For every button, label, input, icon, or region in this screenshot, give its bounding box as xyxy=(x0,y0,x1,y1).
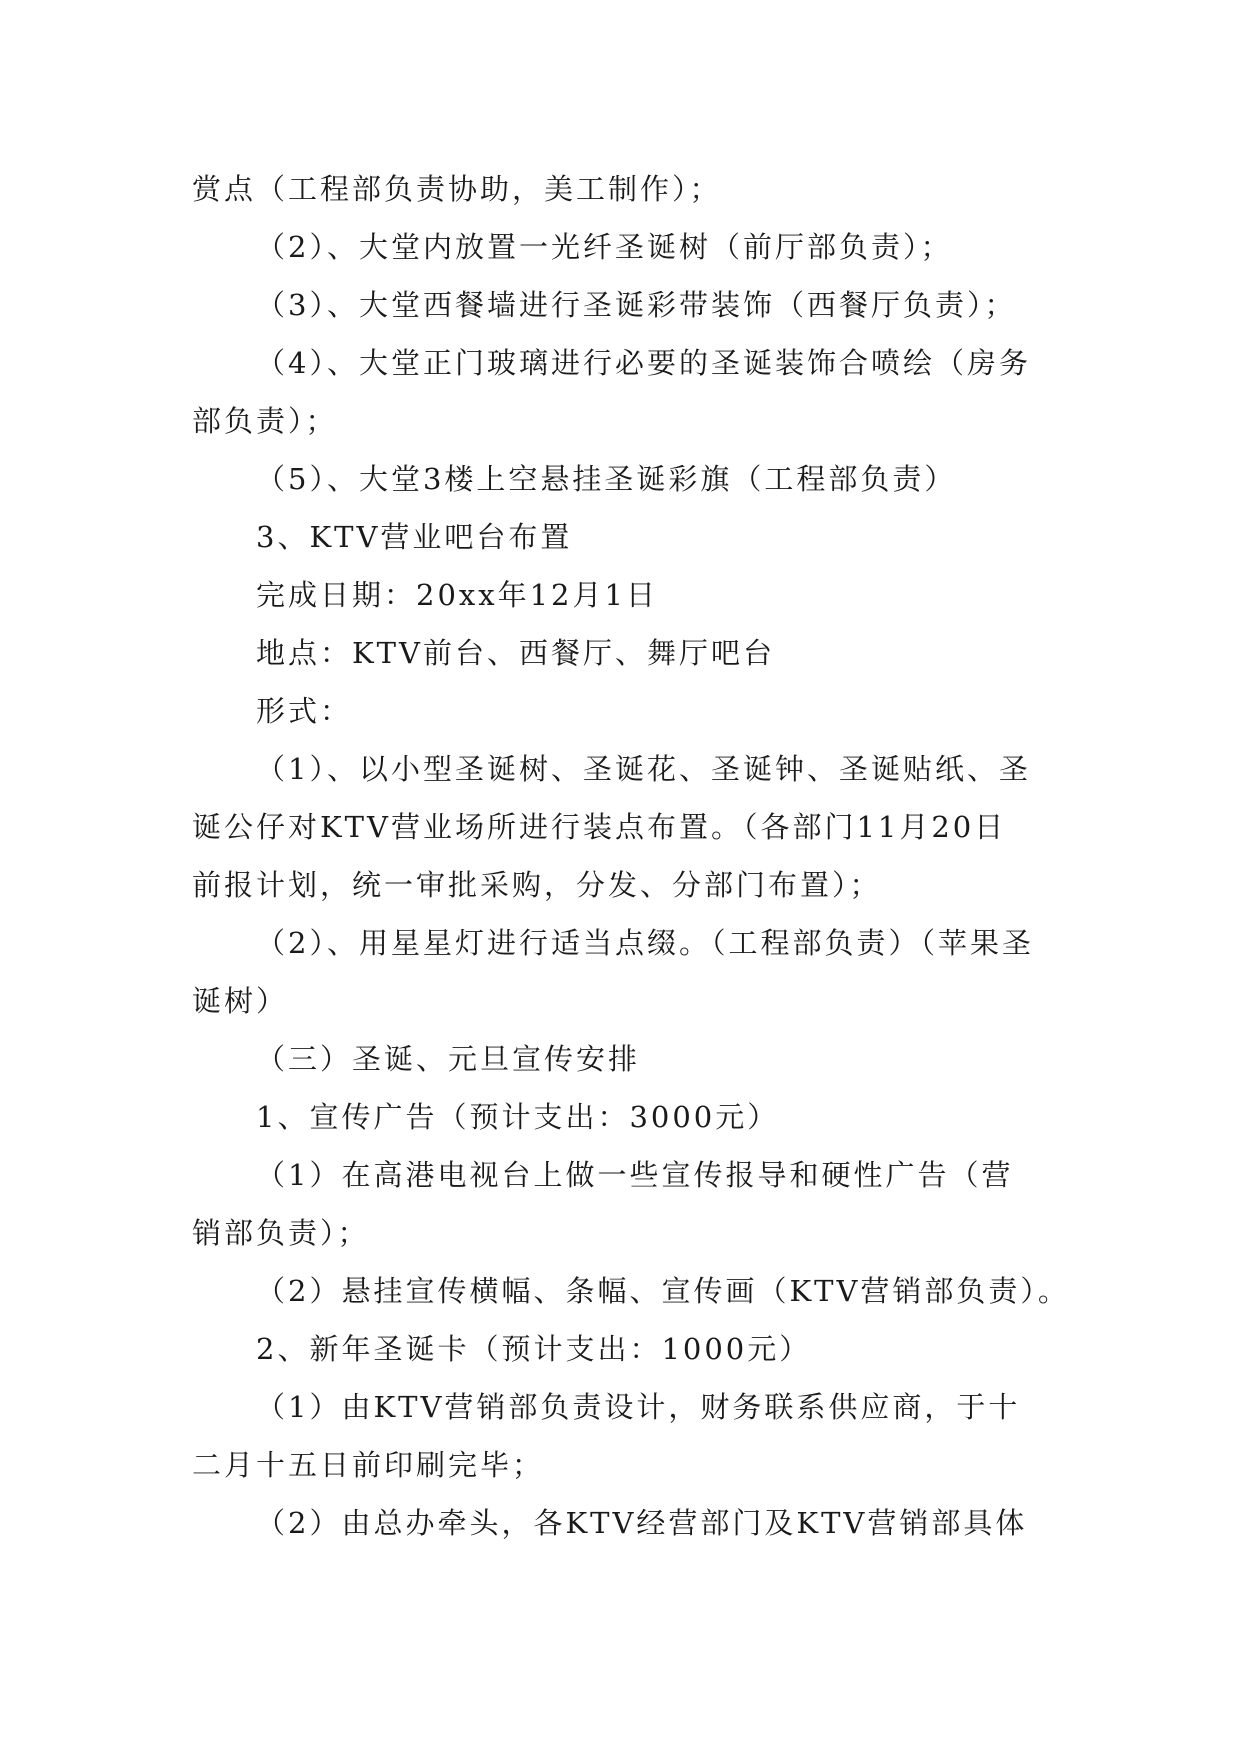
paragraph-line: 二月十五日前印刷完毕； xyxy=(192,1448,545,1482)
paragraph-line: 形式： xyxy=(256,694,353,728)
subsection-heading: 1、宣传广告（预计支出：3000元） xyxy=(256,1100,780,1134)
paragraph-line: 诞树） xyxy=(192,984,289,1018)
paragraph-line: （2）由总办牵头，各KTV经营部门及KTV营销部具体 xyxy=(256,1506,1028,1540)
document-body xyxy=(192,160,1070,1552)
paragraph-line: （2）、大堂内放置一光纤圣诞树（前厅部负责）； xyxy=(256,230,953,264)
paragraph-line: 地点：KTV前台、西餐厅、舞厅吧台 xyxy=(256,636,775,670)
paragraph-line: 完成日期：20xx年12月1日 xyxy=(256,578,658,612)
paragraph-line: （1）在高港电视台上做一些宣传报导和硬性广告（营 xyxy=(256,1158,1014,1192)
paragraph-line: 前报计划，统一审批采购，分发、分部门布置）； xyxy=(192,868,882,902)
paragraph-line: 赏点（工程部负责协助，美工制作）； xyxy=(192,172,722,206)
section-heading: （三）圣诞、元旦宣传安排 xyxy=(256,1042,641,1076)
paragraph-line: 销部负责）； xyxy=(192,1216,370,1250)
paragraph-line: （2）、用星星灯进行适当点缀。（工程部负责）（苹果圣 xyxy=(256,926,1034,960)
paragraph-line: （1）、以小型圣诞树、圣诞花、圣诞钟、圣诞贴纸、圣 xyxy=(256,752,1031,786)
section-heading: 3、KTV营业吧台布置 xyxy=(256,520,573,554)
paragraph-line: （4）、大堂正门玻璃进行必要的圣诞装饰合喷绘（房务 xyxy=(256,346,1031,380)
subsection-heading: 2、新年圣诞卡（预计支出：1000元） xyxy=(256,1332,812,1366)
paragraph-line: 诞公仔对KTV营业场所进行装点布置。（各部门11月20日 xyxy=(192,810,1007,844)
paragraph-line: （5）、大堂3楼上空悬挂圣诞彩旗（工程部负责） xyxy=(256,462,957,496)
paragraph-line: （2）悬挂宣传横幅、条幅、宣传画（KTV营销部负责）。 xyxy=(256,1274,1070,1308)
paragraph-line: （1）由KTV营销部负责设计，财务联系供应商，于十 xyxy=(256,1390,1021,1424)
paragraph-line: 部负责）； xyxy=(192,404,338,438)
paragraph-line: （3）、大堂西餐墙进行圣诞彩带装饰（西餐厅负责）； xyxy=(256,288,1017,322)
